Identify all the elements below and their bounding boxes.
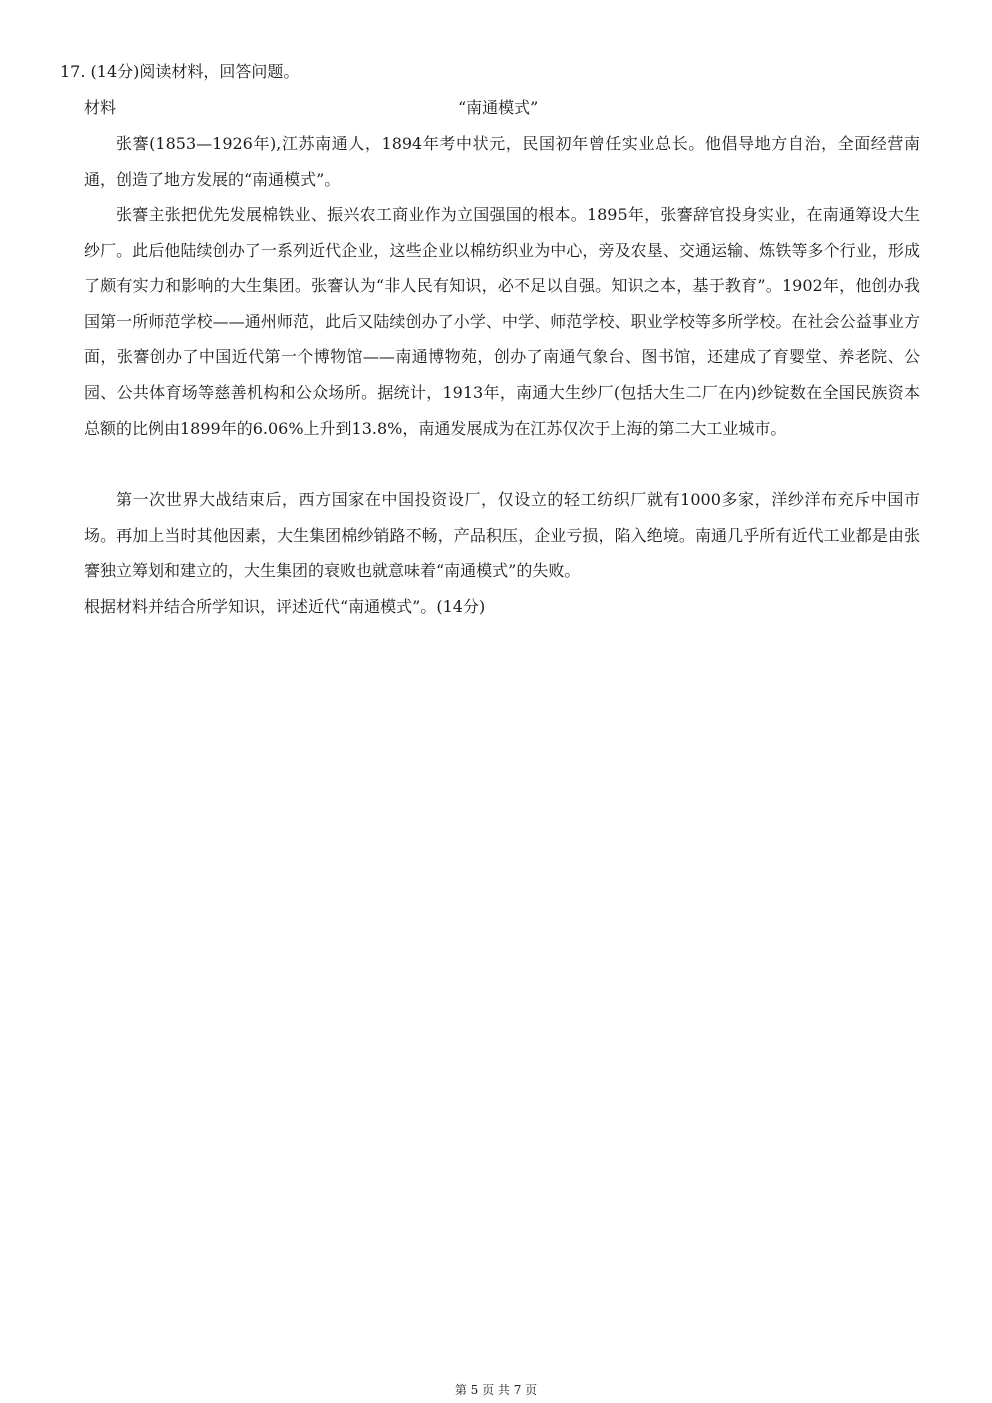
material-heading-row <box>84 96 924 120</box>
material-paragraph-2: 张謇主张把优先发展棉铁业、振兴农工商业作为立国强国的根本。1895年，张謇辞官投身实业，在南通筹设大生纱厂。此后他陆续创办了一系列近代企业，这些企业以棉纺织业为中心，旁及农垦、交通运输、炼铁等多个行业，形成了颇有实力和影响的大生集团。张謇认为“非人民有知识，必不足以自强。知识之本，基于教育”。1902年，他创办我国第一所师范学校——通州师范，此后又陆续创办了小学、中学、师范学校、职业学校等多所学校。在社会公益事业方面，张謇创办了中国近代第一个博物馆——南通博物苑，创办了南通气象台、图书馆，还建成了育婴堂、养老院、公园、公共体育场等慈善机构和公众场所。据统计，1913年，南通大生纱厂(包括大生二厂在内)纱锭数在全国民族资本总额的比例由1899年的6.06%上升到13.8%，南通发展成为在江苏仅次于上海的第二大工业城市。 <box>84 205 920 438</box>
material-paragraph-3: 第一次世界大战结束后，西方国家在中国投资设厂，仅设立的轻工纺织厂就有1000多家，洋纱洋布充斥中国市场。再加上当时其他因素，大生集团棉纱销路不畅，产品积压，企业亏损，陷入绝境。南通几乎所有近代工业都是由张謇独立筹划和建立的，大生集团的衰败也就意味着“南通模式”的失败。 <box>84 490 920 581</box>
page-footer: 第 5 页 共 7 页 <box>454 1383 538 1397</box>
material-paragraph-1: 张謇(1853—1926年),江苏南通人，1894年考中状元，民国初年曾任实业总长。他倡导地方自治，全面经营南通，创造了地方发展的“南通模式”。 <box>84 134 920 189</box>
question-task: 根据材料并结合所学知识，评述近代“南通模式”。(14分) <box>84 597 486 616</box>
material-title: “南通模式” <box>458 98 539 117</box>
question-header: 17. (14分)阅读材料，回答问题。 <box>60 62 300 81</box>
material-label: 材料 <box>84 98 117 117</box>
